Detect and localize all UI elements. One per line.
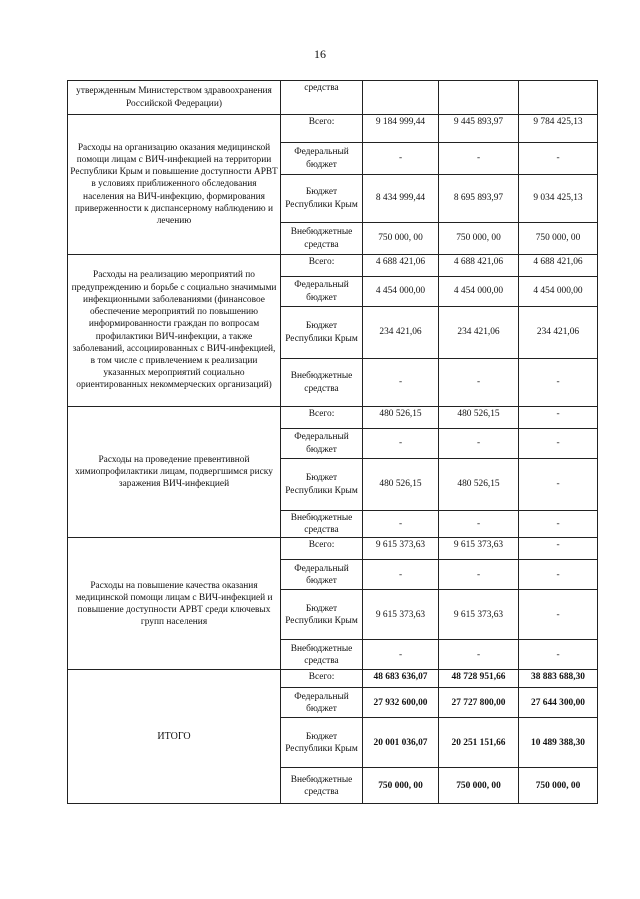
funding-source: Бюджет Республики Крым (281, 590, 363, 640)
amount-year-2: 750 000, 00 (439, 223, 519, 255)
amount-year-1: - (363, 429, 439, 459)
continuation-cell-1 (363, 81, 439, 115)
continuation-row (68, 81, 598, 115)
funding-source: Бюджет Республики Крым (281, 175, 363, 223)
table-row (68, 538, 598, 560)
amount-year-1: 20 001 036,07 (363, 718, 439, 768)
amount-year-2: 20 251 151,66 (439, 718, 519, 768)
continuation-cell-2 (439, 81, 519, 115)
amount-year-2: - (439, 640, 519, 670)
amount-year-3: - (519, 143, 598, 175)
funding-source: Бюджет Республики Крым (281, 459, 363, 511)
funding-source: Бюджет Республики Крым (281, 718, 363, 768)
amount-year-2: - (439, 143, 519, 175)
table-row (68, 115, 598, 143)
amount-year-1: - (363, 640, 439, 670)
amount-year-1: - (363, 359, 439, 407)
amount-year-3: 4 454 000,00 (519, 277, 598, 307)
amount-year-3: - (519, 407, 598, 429)
amount-year-1: - (363, 143, 439, 175)
funding-source: Федеральный бюджет (281, 429, 363, 459)
funding-source: Федеральный бюджет (281, 277, 363, 307)
amount-year-1: 4 454 000,00 (363, 277, 439, 307)
continuation-description: утвержденным Министерством здравоохранения Российской Федерации) (68, 81, 281, 115)
funding-source: Федеральный бюджет (281, 560, 363, 590)
amount-year-3: - (519, 640, 598, 670)
amount-year-1: 480 526,15 (363, 407, 439, 429)
amount-year-2: 750 000, 00 (439, 768, 519, 804)
amount-year-1: 27 932 600,00 (363, 688, 439, 718)
table-row (68, 407, 598, 429)
funding-source: Всего: (281, 538, 363, 560)
amount-year-2: 9 615 373,63 (439, 538, 519, 560)
amount-year-1: 750 000, 00 (363, 223, 439, 255)
amount-year-1: 480 526,15 (363, 459, 439, 511)
amount-year-3: 9 034 425,13 (519, 175, 598, 223)
amount-year-2: 480 526,15 (439, 459, 519, 511)
amount-year-2: 27 727 800,00 (439, 688, 519, 718)
amount-year-1: - (363, 560, 439, 590)
amount-year-2: - (439, 429, 519, 459)
amount-year-2: 234 421,06 (439, 307, 519, 359)
table-row (68, 670, 598, 688)
table-row (68, 255, 598, 277)
amount-year-1: 9 615 373,63 (363, 590, 439, 640)
funding-source: Федеральный бюджет (281, 143, 363, 175)
funding-source: Всего: (281, 407, 363, 429)
section-description: Расходы на реализацию мероприятий по предупреждению и борьбе с социально значимыми инфекционными заболеваниями (финансовое обеспечение мероприятий по повышению информированности граждан по вопросам профилактики ВИЧ-инфекции, а также заболеваний, ассоциированных с ВИЧ-инфекцией, в том числе с привлечением к реализации указанных мероприятий социально ориентированных некоммерческих организаций) (68, 255, 281, 407)
amount-year-2: 9 615 373,63 (439, 590, 519, 640)
amount-year-1: - (363, 511, 439, 538)
amount-year-3: 750 000, 00 (519, 223, 598, 255)
amount-year-3: 750 000, 00 (519, 768, 598, 804)
continuation-cell-3 (519, 81, 598, 115)
page-number: 16 (314, 47, 326, 61)
amount-year-3: - (519, 560, 598, 590)
amount-year-3: - (519, 459, 598, 511)
amount-year-3: - (519, 511, 598, 538)
funding-source: Внебюджетные средства (281, 359, 363, 407)
amount-year-2: 48 728 951,66 (439, 670, 519, 688)
amount-year-1: 234 421,06 (363, 307, 439, 359)
section-description: Расходы на проведение превентивной химиопрофилактики лицам, подвергшимся риску заражения ВИЧ-инфекцией (68, 407, 281, 538)
amount-year-1: 8 434 999,44 (363, 175, 439, 223)
amount-year-1: 9 615 373,63 (363, 538, 439, 560)
funding-source: Бюджет Республики Крым (281, 307, 363, 359)
amount-year-3: - (519, 429, 598, 459)
amount-year-3: - (519, 590, 598, 640)
section-description: Расходы на организацию оказания медицинской помощи лицам с ВИЧ-инфекцией на территории Республики Крым и повышение доступности АРВТ в условиях приближенного обследования населения на ВИЧ-инфекцию, формирования приверженности к диспансерному наблюдению и лечению (68, 115, 281, 255)
amount-year-1: 750 000, 00 (363, 768, 439, 804)
funding-source: Всего: (281, 115, 363, 143)
funding-source: Внебюджетные средства (281, 640, 363, 670)
amount-year-2: - (439, 359, 519, 407)
funding-source: Внебюджетные средства (281, 511, 363, 538)
continuation-source: средства (281, 81, 363, 115)
amount-year-1: 48 683 636,07 (363, 670, 439, 688)
amount-year-2: 8 695 893,97 (439, 175, 519, 223)
amount-year-2: 9 445 893,97 (439, 115, 519, 143)
amount-year-2: 4 688 421,06 (439, 255, 519, 277)
funding-source: Всего: (281, 670, 363, 688)
amount-year-1: 4 688 421,06 (363, 255, 439, 277)
budget-table-body (68, 81, 598, 804)
total-label: ИТОГО (68, 670, 281, 804)
amount-year-3: 9 784 425,13 (519, 115, 598, 143)
amount-year-3: 234 421,06 (519, 307, 598, 359)
amount-year-3: 4 688 421,06 (519, 255, 598, 277)
amount-year-2: 480 526,15 (439, 407, 519, 429)
amount-year-3: 27 644 300,00 (519, 688, 598, 718)
funding-source: Внебюджетные средства (281, 768, 363, 804)
amount-year-3: 10 489 388,30 (519, 718, 598, 768)
amount-year-3: 38 883 688,30 (519, 670, 598, 688)
amount-year-3: - (519, 538, 598, 560)
budget-table (67, 80, 598, 804)
amount-year-1: 9 184 999,44 (363, 115, 439, 143)
amount-year-2: - (439, 511, 519, 538)
funding-source: Федеральный бюджет (281, 688, 363, 718)
amount-year-2: 4 454 000,00 (439, 277, 519, 307)
amount-year-2: - (439, 560, 519, 590)
amount-year-3: - (519, 359, 598, 407)
funding-source: Внебюджетные средства (281, 223, 363, 255)
section-description: Расходы на повышение качества оказания медицинской помощи лицам с ВИЧ-инфекцией и повышение доступности АРВТ среди ключевых групп населения (68, 538, 281, 670)
funding-source: Всего: (281, 255, 363, 277)
